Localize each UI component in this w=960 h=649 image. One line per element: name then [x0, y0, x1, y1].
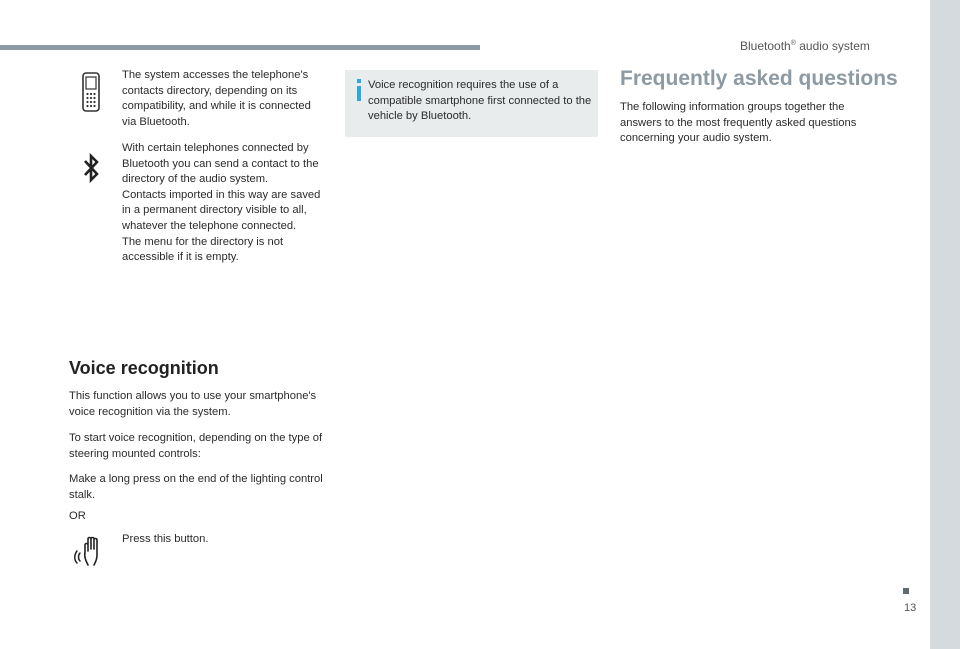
voice-recognition-heading: Voice recognition [69, 358, 219, 378]
page-number: 13 [904, 602, 917, 614]
bluetooth-text-3: The menu for the directory is not accessible if it is empty. [122, 235, 284, 264]
voice-hand-icon [74, 535, 108, 567]
contacts-text: The system accesses the telephone's contacts directory, depending on its compatibility, and while it is connected via Bluetooth. [122, 69, 311, 128]
faq-intro-text: The following information groups together the answers to the most frequently asked questions concerning your audio system. [620, 101, 857, 145]
press-button-text: Press this button. [122, 533, 209, 545]
bluetooth-text-2: Contacts imported in this way are saved in a permanent directory visible to all, whatever the telephone connected. [122, 188, 321, 232]
registered-mark: ® [790, 40, 796, 47]
section-header [740, 39, 870, 53]
page-marker [903, 588, 909, 594]
info-text: Voice recognition requires the use of a compatible smartphone first connected to the vehicle by Bluetooth. [368, 79, 592, 123]
bluetooth-text-block [122, 141, 324, 266]
info-icon [354, 79, 364, 101]
side-band [930, 0, 960, 649]
header-title: Bluetooth [740, 39, 791, 53]
top-rule [0, 45, 480, 50]
or-label: OR [69, 510, 86, 522]
bluetooth-icon [82, 152, 100, 184]
voice-stalk-text: Make a long press on the end of the lighting control stalk. [69, 473, 323, 501]
voice-start-text: To start voice recognition, depending on the type of steering mounted controls: [69, 432, 323, 460]
bluetooth-text-1: With certain telephones connected by Bluetooth you can send a contact to the directory of the audio system. [122, 142, 319, 186]
header-title-suffix: audio system [795, 39, 870, 53]
phone-icon [79, 72, 103, 112]
voice-intro-text: This function allows you to use your smartphone's voice recognition via the system. [69, 390, 317, 418]
faq-heading: Frequently asked questions [620, 67, 898, 90]
